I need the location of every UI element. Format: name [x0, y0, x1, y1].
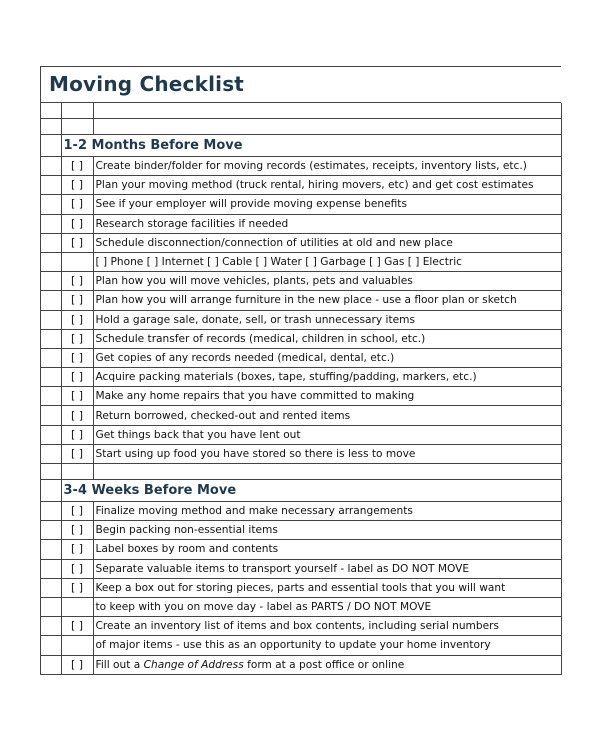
- checkbox[interactable]: [ ]: [61, 272, 93, 291]
- checkbox[interactable]: [ ]: [61, 502, 93, 521]
- empty-cell: [93, 103, 561, 119]
- empty-cell: [41, 157, 61, 176]
- empty-cell: [41, 480, 61, 502]
- checklist-row: [41, 195, 561, 214]
- checklist-item-text: Finalize moving method and make necessary arrangements: [93, 502, 561, 521]
- checklist-table: [41, 103, 562, 675]
- empty-cell: [41, 329, 61, 348]
- checkbox[interactable]: [ ]: [61, 655, 93, 674]
- empty-cell: [41, 578, 61, 597]
- spacer-row: [41, 464, 561, 480]
- checkbox[interactable]: [ ]: [61, 329, 93, 348]
- checklist-item-text: Get copies of any records needed (medical, dental, etc.): [93, 348, 561, 367]
- checkbox: [61, 636, 93, 655]
- checklist-item-text: [ ] Phone [ ] Internet [ ] Cable [ ] Water [ ] Garbage [ ] Gas [ ] Electric: [93, 252, 561, 271]
- checkbox[interactable]: [ ]: [61, 540, 93, 559]
- empty-cell: [41, 252, 61, 271]
- checkbox[interactable]: [ ]: [61, 559, 93, 578]
- checklist-row: [41, 636, 561, 655]
- empty-cell: [41, 119, 61, 135]
- item-text-prefix: Fill out a: [95, 658, 144, 671]
- checklist-item-text: Plan how you will arrange furniture in the new place - use a floor plan or sketch: [93, 291, 561, 310]
- checklist-item-text: Acquire packing materials (boxes, tape, stuffing/padding, markers, etc.): [93, 368, 561, 387]
- empty-cell: [61, 464, 93, 480]
- checklist-sheet: [40, 66, 561, 675]
- checkbox[interactable]: [ ]: [61, 157, 93, 176]
- spacer-row: [41, 103, 561, 119]
- empty-cell: [93, 119, 561, 135]
- checklist-row: [41, 597, 561, 616]
- checklist-item-text: [93, 655, 561, 674]
- empty-cell: [41, 502, 61, 521]
- checkbox[interactable]: [ ]: [61, 521, 93, 540]
- checklist-row: [41, 444, 561, 463]
- checklist-row: [41, 559, 561, 578]
- checklist-row: [41, 540, 561, 559]
- checkbox[interactable]: [ ]: [61, 291, 93, 310]
- empty-cell: [61, 103, 93, 119]
- section-heading-row: [41, 480, 561, 502]
- empty-cell: [41, 559, 61, 578]
- section-heading-row: [41, 135, 561, 157]
- empty-cell: [41, 176, 61, 195]
- empty-cell: [61, 119, 93, 135]
- checkbox[interactable]: [ ]: [61, 348, 93, 367]
- checkbox[interactable]: [ ]: [61, 233, 93, 252]
- checkbox[interactable]: [ ]: [61, 195, 93, 214]
- checklist-item-text: Make any home repairs that you have committed to making: [93, 387, 561, 406]
- checkbox[interactable]: [ ]: [61, 387, 93, 406]
- empty-cell: [41, 636, 61, 655]
- checklist-item-text: Start using up food you have stored so there is less to move: [93, 444, 561, 463]
- checklist-row: [41, 291, 561, 310]
- checklist-item-text: Schedule disconnection/connection of utilities at old and new place: [93, 233, 561, 252]
- checklist-item-text: Research storage facilities if needed: [93, 214, 561, 233]
- empty-cell: [41, 272, 61, 291]
- checklist-item-text: Separate valuable items to transport yourself - label as DO NOT MOVE: [93, 559, 561, 578]
- checkbox[interactable]: [ ]: [61, 444, 93, 463]
- empty-cell: [41, 368, 61, 387]
- checkbox[interactable]: [ ]: [61, 578, 93, 597]
- checkbox[interactable]: [ ]: [61, 425, 93, 444]
- empty-cell: [41, 291, 61, 310]
- checklist-row: [41, 368, 561, 387]
- checkbox[interactable]: [ ]: [61, 368, 93, 387]
- empty-cell: [41, 310, 61, 329]
- checklist-row: [41, 502, 561, 521]
- empty-cell: [41, 348, 61, 367]
- checkbox[interactable]: [ ]: [61, 214, 93, 233]
- checklist-row: [41, 272, 561, 291]
- checkbox: [61, 597, 93, 616]
- spacer-row: [41, 119, 561, 135]
- checklist-item-text: Create an inventory list of items and box contents, including serial numbers: [93, 617, 561, 636]
- checklist-item-text: Keep a box out for storing pieces, parts and essential tools that you will want: [93, 578, 561, 597]
- empty-cell: [41, 521, 61, 540]
- empty-cell: [41, 444, 61, 463]
- checklist-item-text: Create binder/folder for moving records (estimates, receipts, inventory lists, etc.): [93, 157, 561, 176]
- item-text-emphasis: Change of Address: [143, 658, 244, 671]
- checklist-row: [41, 617, 561, 636]
- checkbox[interactable]: [ ]: [61, 406, 93, 425]
- checklist-row: [41, 578, 561, 597]
- checklist-item-text: Plan your moving method (truck rental, hiring movers, etc) and get cost estimates: [93, 176, 561, 195]
- empty-cell: [41, 617, 61, 636]
- empty-cell: [41, 406, 61, 425]
- checklist-row: [41, 655, 561, 674]
- checklist-item-text: of major items - use this as an opportunity to update your home inventory: [93, 636, 561, 655]
- checkbox[interactable]: [ ]: [61, 310, 93, 329]
- empty-cell: [41, 655, 61, 674]
- title-row: [41, 67, 561, 103]
- checkbox[interactable]: [ ]: [61, 176, 93, 195]
- checklist-row: [41, 387, 561, 406]
- checklist-row: [41, 214, 561, 233]
- empty-cell: [41, 464, 61, 480]
- empty-cell: [41, 387, 61, 406]
- empty-cell: [41, 540, 61, 559]
- checkbox[interactable]: [ ]: [61, 617, 93, 636]
- checklist-item-text: Hold a garage sale, donate, sell, or trash unnecessary items: [93, 310, 561, 329]
- checklist-item-text: Get things back that you have lent out: [93, 425, 561, 444]
- empty-cell: [41, 233, 61, 252]
- page-title: Moving Checklist: [49, 72, 245, 96]
- checklist-row: [41, 521, 561, 540]
- checklist-item-text: See if your employer will provide moving expense benefits: [93, 195, 561, 214]
- checklist-row: [41, 176, 561, 195]
- empty-cell: [41, 195, 61, 214]
- empty-cell: [41, 135, 61, 157]
- checklist-item-text: Begin packing non-essential items: [93, 521, 561, 540]
- empty-cell: [41, 103, 61, 119]
- item-text-suffix: form at a post office or online: [243, 658, 405, 671]
- empty-cell: [93, 464, 561, 480]
- checklist-row: [41, 252, 561, 271]
- checklist-row: [41, 425, 561, 444]
- checklist-row: [41, 329, 561, 348]
- checklist-row: [41, 310, 561, 329]
- empty-cell: [41, 425, 61, 444]
- checklist-item-text: to keep with you on move day - label as PARTS / DO NOT MOVE: [93, 597, 561, 616]
- checklist-item-text: Label boxes by room and contents: [93, 540, 561, 559]
- empty-cell: [41, 214, 61, 233]
- checklist-row: [41, 406, 561, 425]
- checklist-row: [41, 157, 561, 176]
- checkbox: [61, 252, 93, 271]
- section-heading: 1-2 Months Before Move: [61, 135, 561, 157]
- checklist-item-text: Schedule transfer of records (medical, children in school, etc.): [93, 329, 561, 348]
- empty-cell: [41, 597, 61, 616]
- section-heading: 3-4 Weeks Before Move: [61, 480, 561, 502]
- checklist-item-text: Return borrowed, checked-out and rented items: [93, 406, 561, 425]
- checklist-row: [41, 233, 561, 252]
- checklist-item-text: Plan how you will move vehicles, plants, pets and valuables: [93, 272, 561, 291]
- checklist-row: [41, 348, 561, 367]
